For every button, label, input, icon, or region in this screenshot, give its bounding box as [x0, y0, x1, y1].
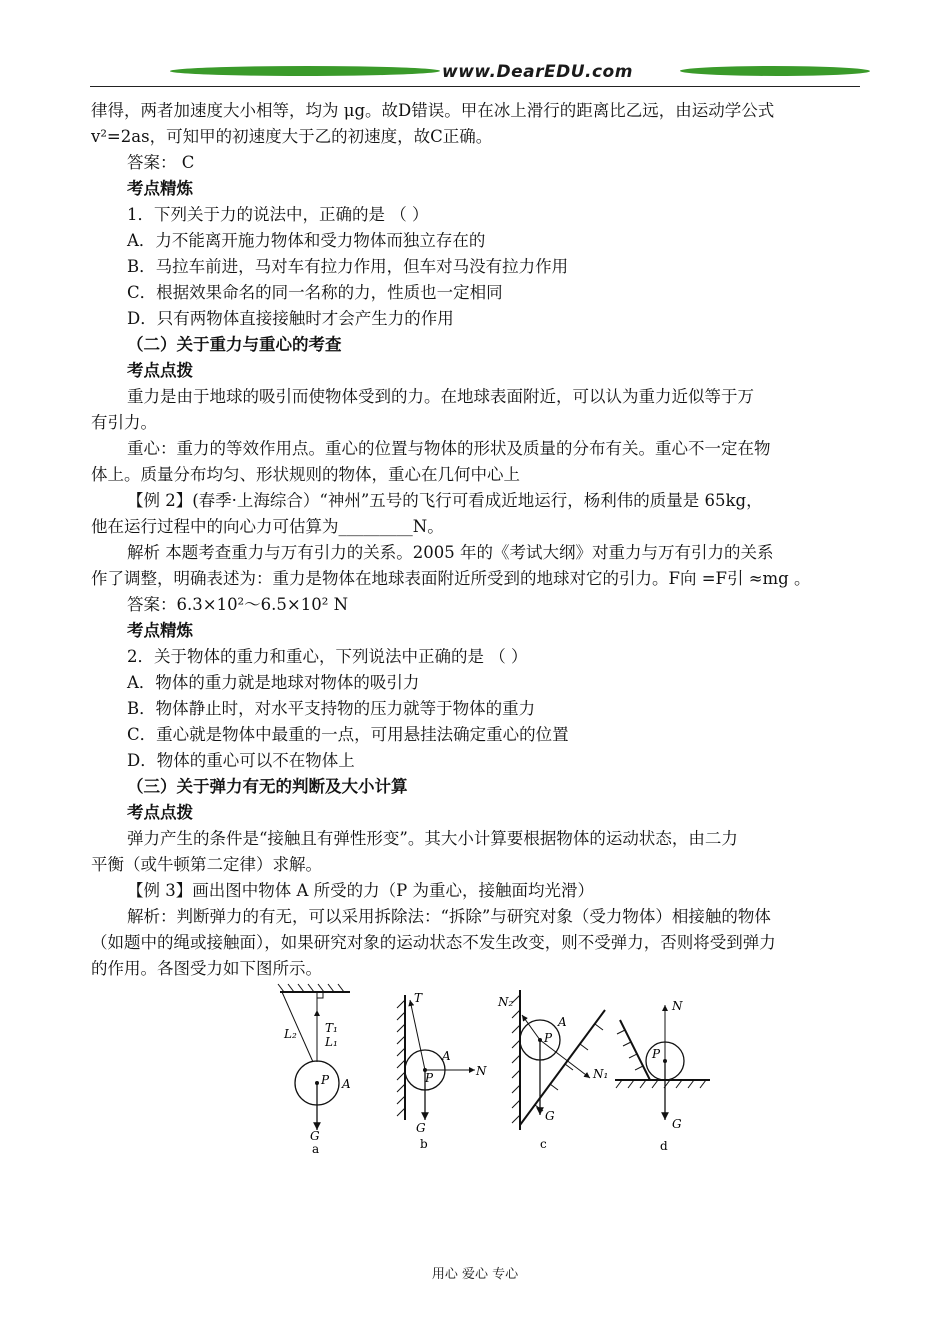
label-N-d: N [672, 999, 683, 1013]
text-line: D．物体的重心可以不在物体上 [127, 751, 355, 770]
text-line: 他在运行过程中的向心力可估算为_________N。 [91, 517, 444, 536]
text-line: 律得，两者加速度大小相等，均为 μg。故D错误。甲在冰上滑行的距离比乙远，由运动学公式 [91, 101, 775, 120]
label-G-d: G [672, 1117, 682, 1131]
diagram-d [615, 999, 710, 1153]
text-line: A．力不能离开施力物体和受力物体而独立存在的 [127, 231, 486, 250]
label-d: d [660, 1139, 668, 1153]
label-N1: N₁ [593, 1067, 609, 1081]
text-line: 重心：重力的等效作用点。重心的位置与物体的形状及质量的分布有关。重心不一定在物 [127, 439, 771, 458]
text-line: 1．下列关于力的说法中，正确的是 （ ） [127, 205, 429, 224]
label-A-c: A [558, 1015, 567, 1029]
label-L1: L₁ [325, 1035, 338, 1049]
text-line: 平衡（或牛顿第二定律）求解。 [91, 855, 322, 874]
text-line: 考点点拨 [127, 361, 193, 380]
label-T1: T₁ [325, 1021, 338, 1035]
label-G-b: G [416, 1121, 426, 1135]
text-line: B．物体静止时，对水平支持物的压力就等于物体的重力 [127, 699, 536, 718]
header-rule [90, 86, 860, 87]
label-A-a: A [342, 1077, 351, 1091]
page-header [90, 60, 860, 90]
label-N-b: N [476, 1064, 487, 1078]
text-line: 答案：6.3×10²～6.5×10² N [127, 595, 349, 614]
text-line: 【例 3】画出图中物体 A 所受的力（P 为重心，接触面均光滑） [127, 881, 594, 900]
label-P-c: P [544, 1031, 553, 1045]
text-line: 考点点拨 [127, 803, 193, 822]
label-G-a: G [310, 1129, 320, 1143]
text-line: （二）关于重力与重心的考查 [127, 335, 342, 354]
label-P-d: P [652, 1047, 661, 1061]
site-logo: www.DearEDU.com [442, 62, 633, 82]
text-line: D．只有两物体直接接触时才会产生力的作用 [127, 309, 454, 328]
text-line: B．马拉车前进，马对车有拉力作用，但车对马没有拉力作用 [127, 257, 569, 276]
text-line: 重力是由于地球的吸引而使物体受到的力。在地球表面附近，可以认为重力近似等于万 [127, 387, 754, 406]
text-line: 解析：判断弹力的有无，可以采用拆除法：“拆除”与研究对象（受力物体）相接触的物体 [127, 907, 771, 926]
diagram-a [278, 984, 351, 1155]
label-P-a: P [321, 1073, 330, 1087]
text-line: 弹力产生的条件是“接触且有弹性形变”。其大小计算要根据物体的运动状态，由二力 [127, 829, 738, 848]
text-line: 【例 2】(春季·上海综合）“神州”五号的飞行可看成近地运行，杨利伟的质量是 65kg， [127, 491, 763, 510]
label-c: c [540, 1137, 547, 1151]
text-line: C．根据效果命名的同一名称的力，性质也一定相同 [127, 283, 503, 302]
text-line: 考点精炼 [127, 179, 193, 198]
text-line: （三）关于弹力有无的判断及大小计算 [127, 777, 408, 796]
document-body [91, 98, 861, 982]
text-line: 考点精炼 [127, 621, 193, 640]
text-line: v²=2as，可知甲的初速度大于乙的初速度，故C正确。 [91, 127, 493, 146]
text-line: A．物体的重力就是地球对物体的吸引力 [127, 673, 420, 692]
text-line: 体上。质量分布均匀、形状规则的物体，重心在几何中心上 [91, 465, 520, 484]
text-line: 2．关于物体的重力和重心，下列说法中正确的是 （ ） [127, 647, 528, 666]
page-footer: 用心 爱心 专心 [431, 1267, 519, 1282]
label-b: b [420, 1137, 428, 1151]
force-diagrams-figure [270, 980, 720, 1155]
label-N2: N₂ [498, 995, 514, 1009]
text-line: 答案： C [127, 153, 195, 172]
label-P-b: P [425, 1071, 434, 1085]
text-line: 解析 本题考查重力与万有引力的关系。2005 年的《考试大纲》对重力与万有引力的关系 [127, 543, 774, 562]
label-a: a [312, 1142, 320, 1155]
green-swoosh-left [168, 66, 443, 76]
diagram-c [497, 990, 608, 1151]
label-T: T [414, 991, 423, 1005]
label-A-b: A [442, 1049, 451, 1063]
diagram-b [397, 991, 487, 1151]
text-line: 的作用。各图受力如下图所示。 [91, 959, 322, 978]
text-line: C．重心就是物体中最重的一点，可用悬挂法确定重心的位置 [127, 725, 569, 744]
label-G-c: G [545, 1109, 555, 1123]
label-L2: L₂ [284, 1027, 297, 1041]
text-line: 作了调整，明确表述为：重力是物体在地球表面附近所受到的地球对它的引力。F向 =F引 ≈mg 。 [91, 569, 811, 588]
text-line: （如题中的绳或接触面），如果研究对象的运动状态不发生改变，则不受弹力，否则将受到弹力 [91, 933, 776, 952]
green-swoosh-right [678, 66, 873, 76]
text-line: 有引力。 [91, 413, 157, 432]
